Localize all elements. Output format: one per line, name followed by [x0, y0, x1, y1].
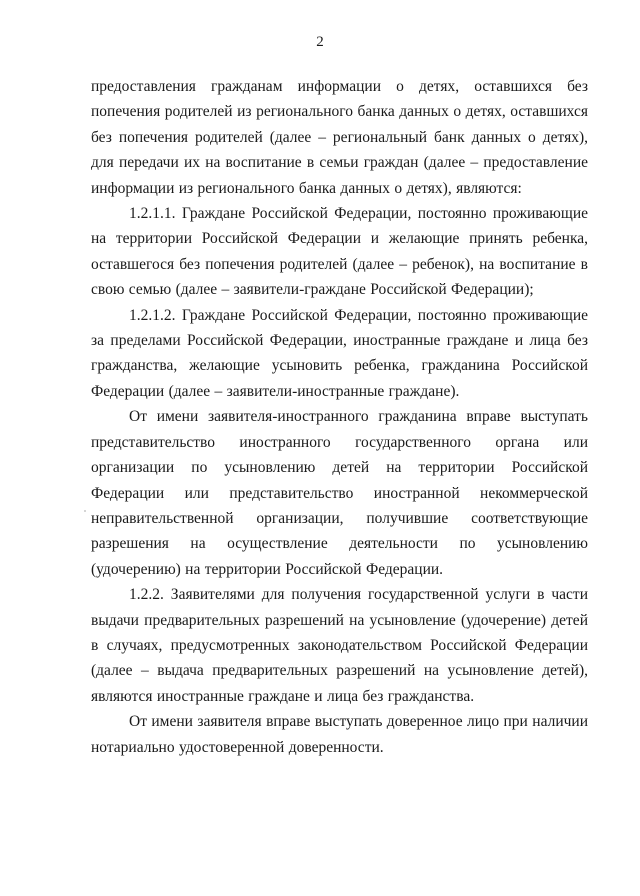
scan-artifact [84, 510, 86, 512]
paragraph-1-2-1-2: 1.2.1.2. Граждане Российской Федерации, постоянно проживающие за пределами Российской Федерации, иностранные граждане и лица без гражданства, желающие усыновить ребенка, гражданина Российской Федерации (далее – заявители-иностранные граждане). [91, 306, 588, 400]
paragraph-1-2-1-1: 1.2.1.1. Граждане Российской Федерации, постоянно проживающие на территории Российской Федерации и желающие принять ребенка, оставшегося без попечения родителей (далее – ребенок), на воспитание в свою семью (далее – заявители-граждане Российской Федерации); [91, 205, 588, 299]
paragraph-continuation: предоставления гражданам информации о детях, оставшихся без попечения родителей из регионального банка данных о детях, оставшихся без попечения родителей (далее – региональный банк данных о детях), для передачи их на воспитание в семьи граждан (далее – предоставление информации из регионального банка данных о детях), являются: [91, 78, 588, 197]
paragraph-foreign-representation: От имени заявителя-иностранного гражданина вправе выступать представительство иностранного государственного органа или организации по усыновлению детей на территории Российской Федерации или представительство иностранной некоммерческой неправительственной организации, получившие соответствующие разрешения на осуществление деятельности по усыновлению (удочерению) на территории Российской Федерации. [91, 408, 588, 578]
body-text [91, 74, 588, 760]
paragraph-authorized-person: От имени заявителя вправе выступать доверенное лицо при наличии нотариально удостоверенной доверенности. [91, 713, 588, 756]
paragraph-1-2-2: 1.2.2. Заявителями для получения государственной услуги в части выдачи предварительных разрешений на усыновление (удочерение) детей в случаях, предусмотренных законодательством Российской Федерации (далее – выдача предварительных разрешений на усыновление детей), являются иностранные граждане и лица без гражданства. [91, 586, 588, 705]
page-number: 2 [316, 34, 324, 50]
